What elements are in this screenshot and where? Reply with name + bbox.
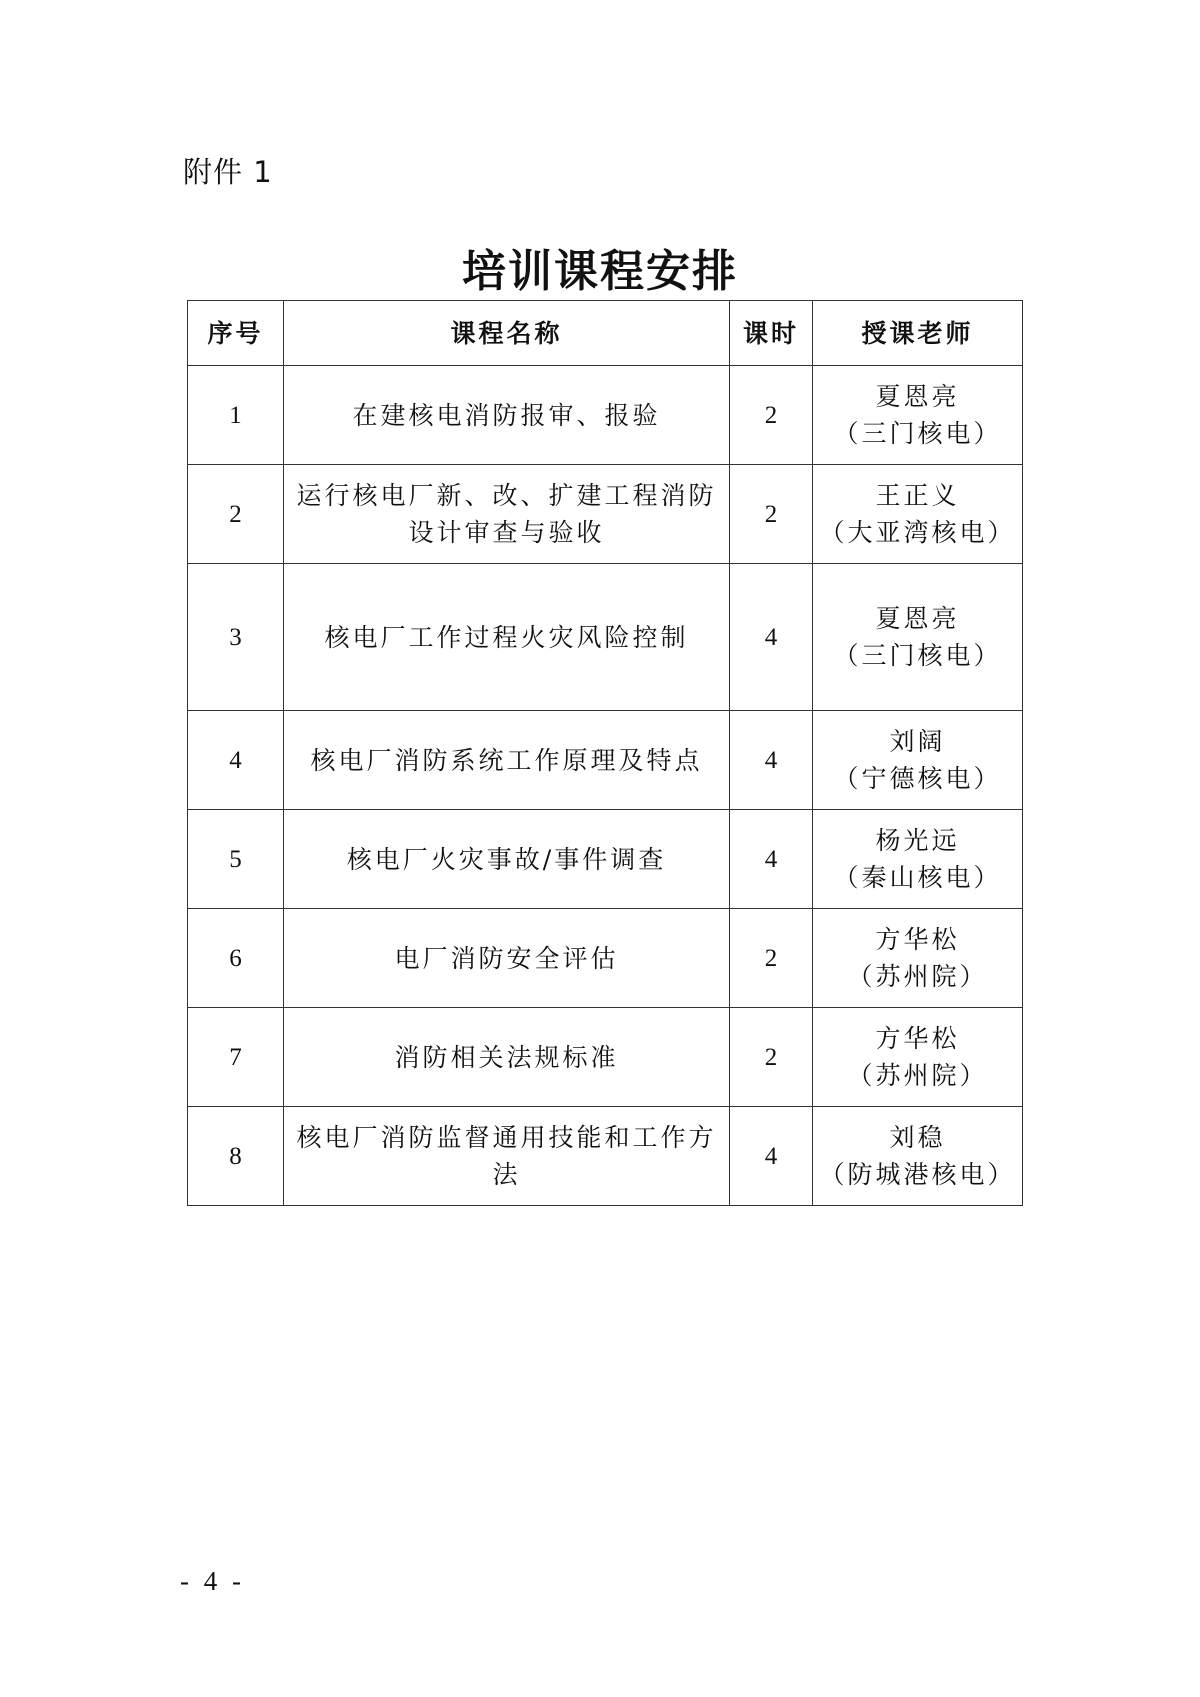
row-course: 核电厂消防系统工作原理及特点: [284, 711, 730, 810]
row-index: 3: [188, 564, 284, 711]
row-index: 1: [188, 366, 284, 465]
row-teacher-org: （苏州院）: [847, 1061, 988, 1090]
row-teacher-cell: [813, 1107, 1023, 1206]
row-hours: 4: [730, 564, 813, 711]
row-teacher: 方华松: [875, 1024, 960, 1053]
table-row: [188, 1107, 1023, 1206]
row-teacher: 夏恩亮: [875, 382, 960, 411]
row-teacher-cell: [813, 564, 1023, 711]
row-course: 电厂消防安全评估: [284, 909, 730, 1008]
row-teacher-cell: [813, 909, 1023, 1008]
table-row: [188, 711, 1023, 810]
row-teacher-org: （三门核电）: [833, 641, 1002, 670]
row-course: 核电厂火灾事故/事件调查: [284, 810, 730, 909]
row-hours: 2: [730, 465, 813, 564]
course-schedule-table: [187, 300, 1023, 1206]
table-row: [188, 909, 1023, 1008]
row-index: 4: [188, 711, 284, 810]
row-teacher-org: （苏州院）: [847, 962, 988, 991]
row-index: 5: [188, 810, 284, 909]
row-teacher: 刘阔: [889, 727, 946, 756]
row-index: 7: [188, 1008, 284, 1107]
table-header-row: [188, 301, 1023, 366]
row-teacher-org: （大亚湾核电）: [819, 518, 1016, 547]
row-teacher-cell: [813, 711, 1023, 810]
row-hours: 2: [730, 366, 813, 465]
row-teacher-cell: [813, 1008, 1023, 1107]
table-row: [188, 810, 1023, 909]
row-teacher: 杨光远: [875, 826, 960, 855]
row-index: 8: [188, 1107, 284, 1206]
row-teacher-cell: [813, 465, 1023, 564]
row-course: 消防相关法规标准: [284, 1008, 730, 1107]
row-index: 2: [188, 465, 284, 564]
header-course: 课程名称: [284, 301, 730, 366]
row-teacher-org: （秦山核电）: [833, 863, 1002, 892]
row-hours: 2: [730, 909, 813, 1008]
row-hours: 4: [730, 810, 813, 909]
row-hours: 2: [730, 1008, 813, 1107]
header-index: 序号: [188, 301, 284, 366]
row-teacher-org: （防城港核电）: [819, 1160, 1016, 1189]
row-course: 核电厂消防监督通用技能和工作方法: [284, 1107, 730, 1206]
table-row: [188, 465, 1023, 564]
row-teacher: 方华松: [875, 925, 960, 954]
row-teacher-org: （三门核电）: [833, 419, 1002, 448]
table-row: [188, 564, 1023, 711]
header-hours: 课时: [730, 301, 813, 366]
row-index: 6: [188, 909, 284, 1008]
row-teacher-org: （宁德核电）: [833, 764, 1002, 793]
row-teacher-cell: [813, 366, 1023, 465]
header-teacher: 授课老师: [813, 301, 1023, 366]
row-hours: 4: [730, 711, 813, 810]
row-teacher: 刘稳: [889, 1123, 946, 1152]
page-title: 培训课程安排: [462, 246, 738, 297]
row-course: 运行核电厂新、改、扩建工程消防设计审查与验收: [284, 465, 730, 564]
row-hours: 4: [730, 1107, 813, 1206]
row-teacher: 王正义: [875, 481, 960, 510]
row-teacher: 夏恩亮: [875, 604, 960, 633]
page-number: - 4 -: [180, 1566, 245, 1596]
table-row: [188, 366, 1023, 465]
row-course: 在建核电消防报审、报验: [284, 366, 730, 465]
attachment-label: 附件 1: [183, 155, 273, 189]
row-teacher-cell: [813, 810, 1023, 909]
table-row: [188, 1008, 1023, 1107]
row-course: 核电厂工作过程火灾风险控制: [284, 564, 730, 711]
